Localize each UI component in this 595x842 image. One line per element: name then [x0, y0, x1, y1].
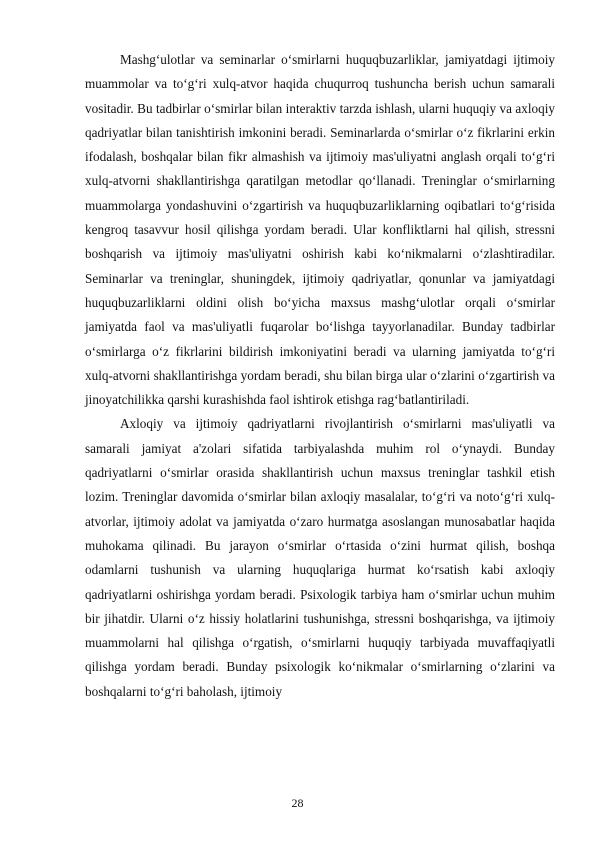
paragraph-seminars-trainings: Mashg‘ulotlar va seminarlar o‘smirlarni huquqbuzarliklar, jamiyatdagi ijtimoiy muammolar va to‘g‘ri xulq-atvor haqida chuqurroq tushuncha berish uchun samarali vositadir. Bu tadbirlar o‘smirlar bilan interaktiv tarzda ishlash, ularni huquqiy va axloqiy qadriyatlar bilan tanishtirish imkonini beradi. Seminarlarda o‘smirlar o‘z fikrlarini erkin ifodalash, boshqalar bilan fikr almashish va ijtimoiy mas'uliyatni anglash orqali to‘g‘ri xulq-atvorni shakllantirishga qaratilgan metodlar qo‘llanadi. Treninglar o‘smirlarning muammolarga yondashuvini o‘zgartirish va huquqbuzarliklarning oqibatlari to‘g‘risida kengroq tasavvur hosil qilishga yordam beradi. Ular konfliktlarni hal qilish, stressni boshqarish va ijtimoiy mas'uliyatni oshirish kabi ko‘nikmalarni o‘zlashtiradilar. Seminarlar va treninglar, shuningdek, ijtimoiy qadriyatlar, qonunlar va jamiyatdagi huquqbuzarliklarni oldini olish bo‘yicha maxsus mashg‘ulotlar orqali o‘smirlar jamiyatda faol va mas'uliyatli fuqarolar bo‘lishga tayyorlanadilar. Bunday tadbirlar o‘smirlarga o‘z fikrlarini bildirish imkoniyatini beradi va ularning jamiyatda to‘g‘ri xulq-atvorni shakllantirishga yordam beradi, shu bilan birga ular o‘zlarini o‘zgartirish va jinoyatchilikka qarshi kurashishda faol ishtirok etishga rag‘batlantiriladi. [85, 52, 555, 408]
document-body [85, 48, 555, 704]
page-number: 28 [291, 796, 304, 810]
paragraph-moral-social-values: Axloqiy va ijtimoiy qadriyatlarni rivojlantirish o‘smirlarni mas'uliyatli va samarali jamiyat a'zolari sifatida tarbiyalashda muhim rol o‘ynaydi. Bunday qadriyatlarni o‘smirlar orasida shakllantirish uchun maxsus treninglar tashkil etish lozim. Treninglar davomida o‘smirlar bilan axloqiy masalalar, to‘g‘ri va noto‘g‘ri xulq-atvorlar, ijtimoiy adolat va jamiyatda o‘zaro hurmatga asoslangan munosabatlar haqida muhokama qilinadi. Bu jarayon o‘smirlar o‘rtasida o‘zini hurmat qilish, boshqa odamlarni tushunish va ularning huquqlariga hurmat ko‘rsatish kabi axloqiy qadriyatlarni oshirishga yordam beradi. Psixologik tarbiya ham o‘smirlar uchun muhim bir jihatdir. Ularni o‘z hissiy holatlarini tushunishga, stressni boshqarishga, va ijtimoiy muammolarni hal qilishga o‘rgatish, o‘smirlarni huquqiy tarbiyada muvaffaqiyatli qilishga yordam beradi. Bunday psixologik ko‘nikmalar o‘smirlarning o‘zlarini va boshqalarni to‘g‘ri baholash, ijtimoiy [85, 416, 555, 699]
